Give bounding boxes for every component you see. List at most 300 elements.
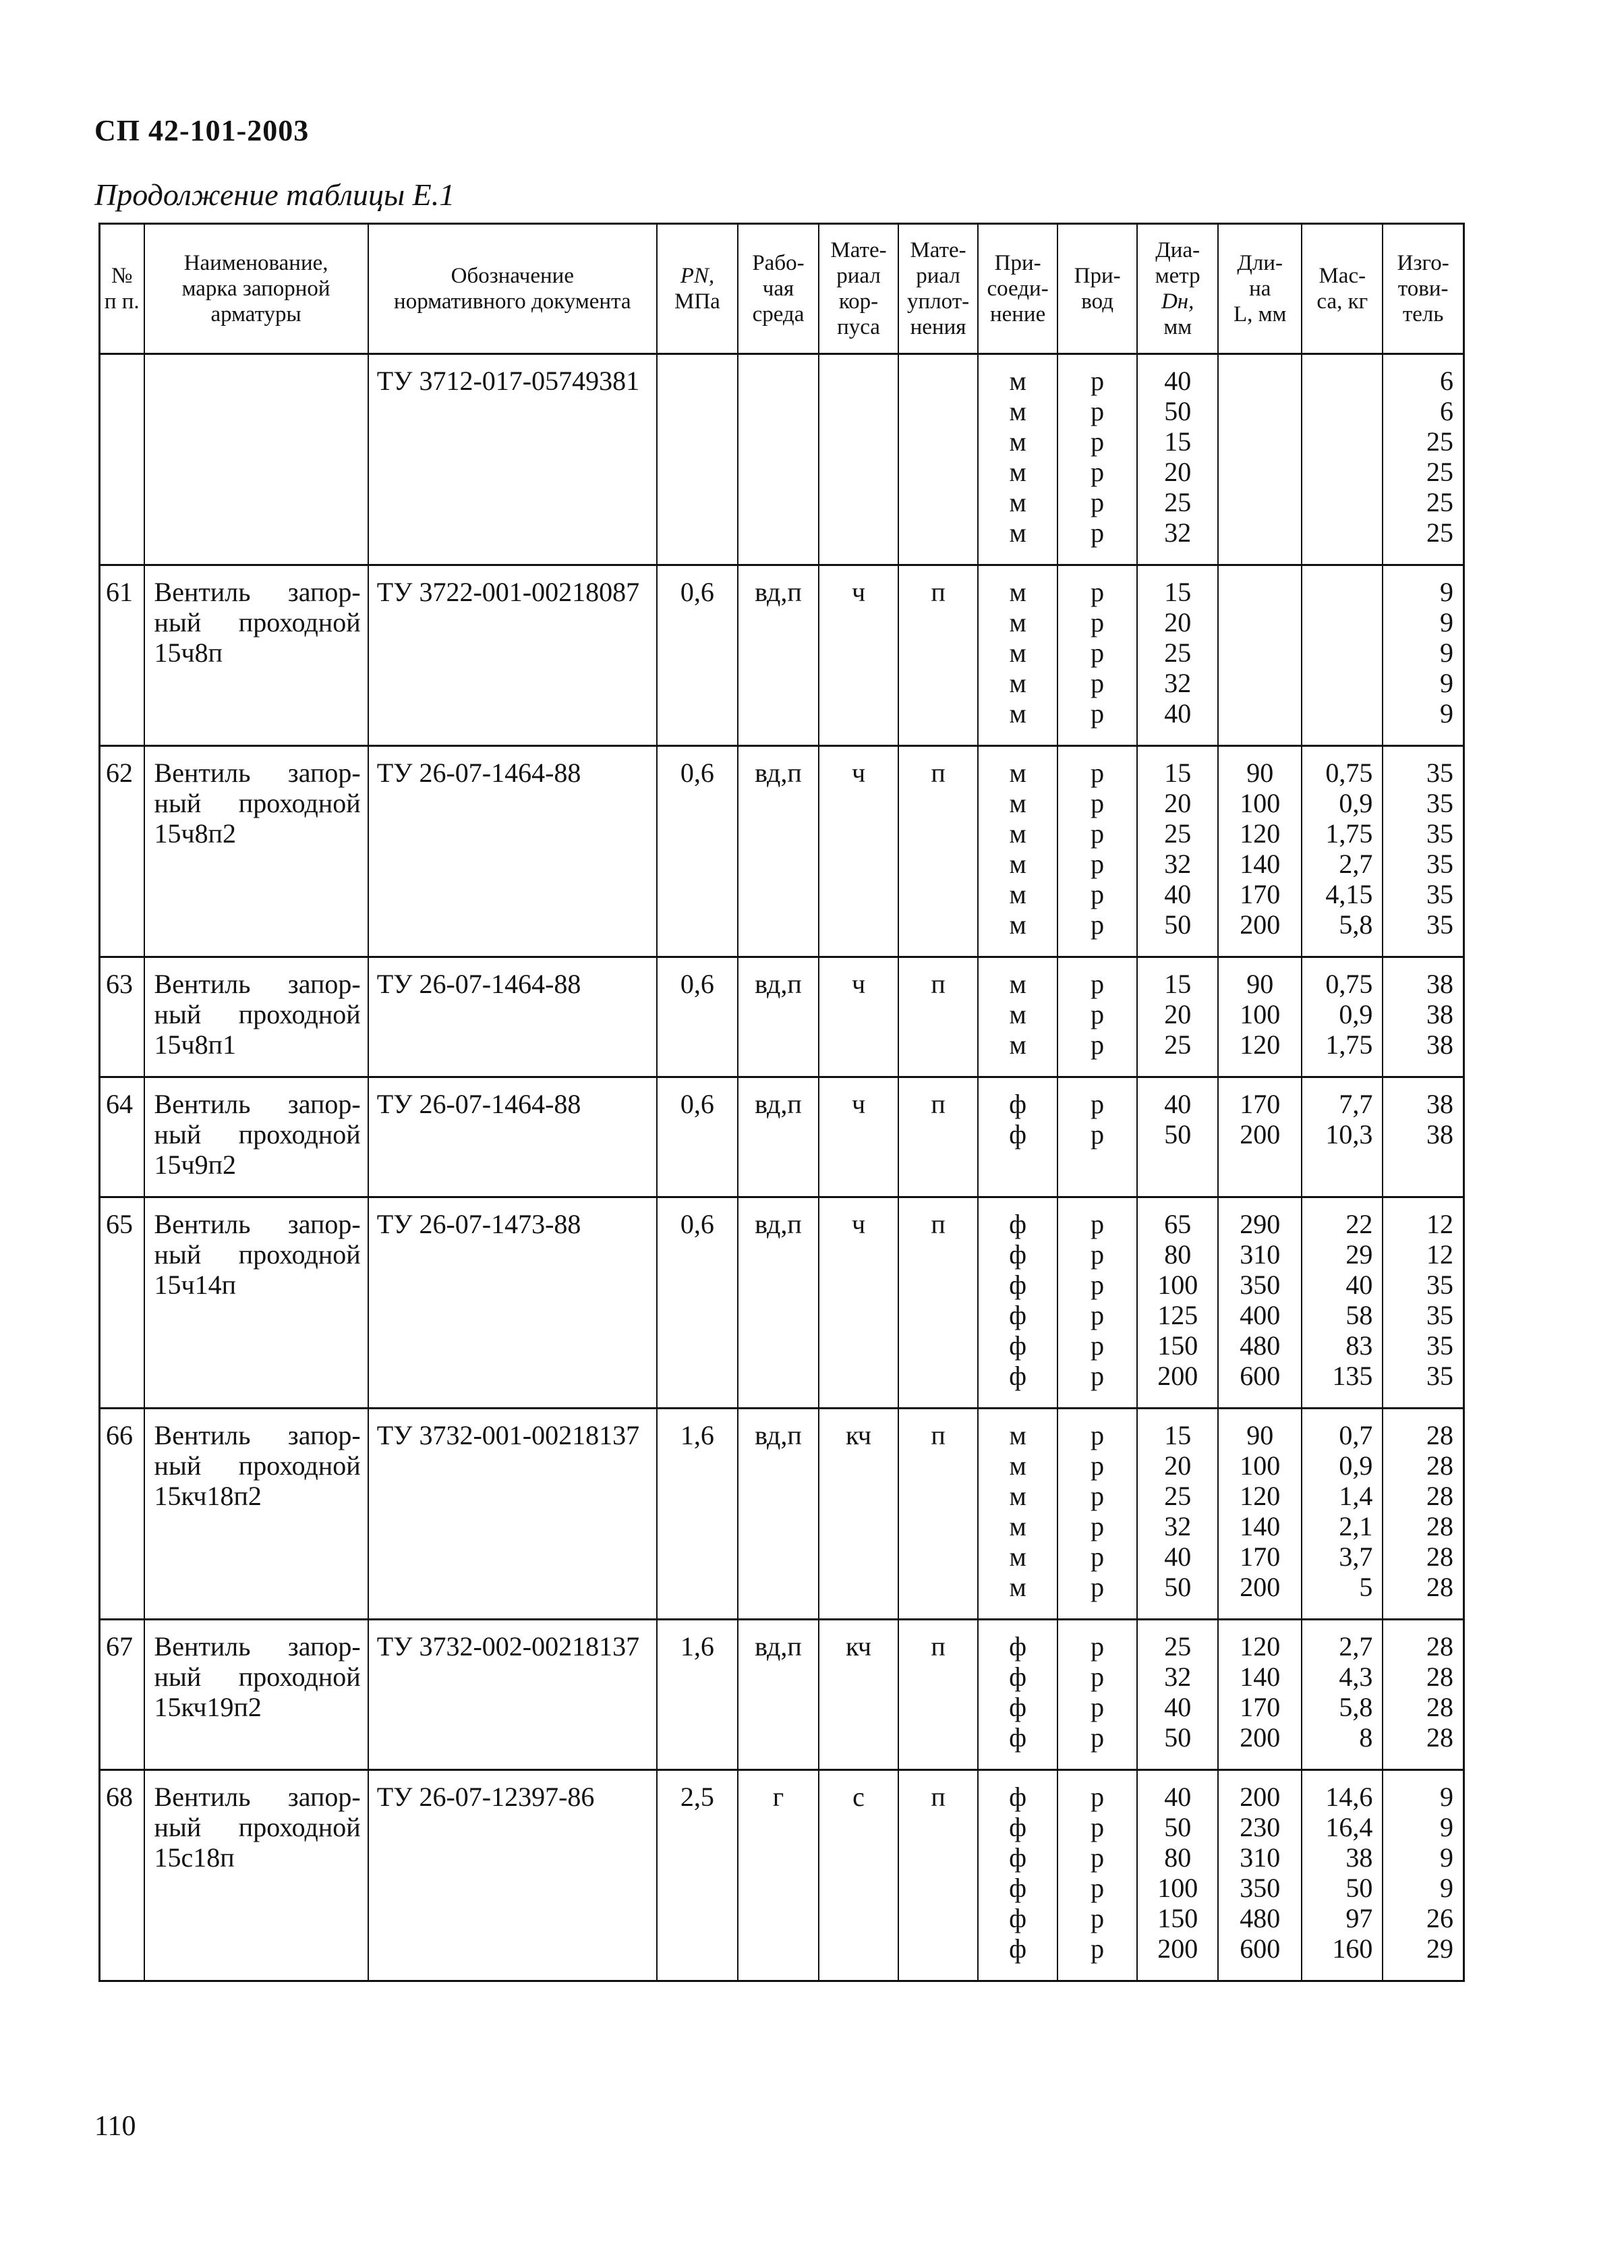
maker-value: 12	[1426, 1239, 1453, 1270]
col-header-drive-1: вод	[1081, 289, 1113, 314]
diameter-value: 20	[1164, 999, 1192, 1029]
cell-name	[144, 1409, 368, 1620]
connection-value: ф	[1009, 1842, 1027, 1873]
diameter-value: 125	[1157, 1300, 1198, 1330]
seal-material-value: п	[931, 758, 946, 788]
cell-dia	[1137, 957, 1218, 1077]
cell-doc	[368, 354, 657, 565]
connection-value: ф	[1009, 1119, 1027, 1150]
mass-value: 1,75	[1325, 1029, 1373, 1060]
cell-len	[1218, 1197, 1302, 1409]
diameter-value: 150	[1157, 1903, 1198, 1933]
cell-num	[100, 565, 144, 746]
cell-maker	[1383, 1770, 1463, 1981]
col-header-len-1: на	[1249, 277, 1271, 301]
length-value: 120	[1240, 1631, 1281, 1662]
cell-name	[144, 746, 368, 957]
maker-value: 12	[1426, 1209, 1453, 1239]
drive-value: р	[1091, 1119, 1105, 1150]
body-material-value: ч	[851, 1209, 866, 1239]
cell-medium	[738, 1770, 819, 1981]
diameter-value: 80	[1164, 1239, 1192, 1270]
maker-value: 38	[1426, 1119, 1453, 1150]
cell-seal	[898, 1620, 978, 1770]
connection-value: ф	[1009, 1782, 1027, 1812]
connection-value: м	[1009, 1450, 1026, 1481]
maker-value: 9	[1440, 1873, 1453, 1903]
cell-drive	[1057, 1197, 1137, 1409]
row-number: 66	[106, 1420, 133, 1450]
connection-value: м	[1009, 457, 1026, 487]
mass-value: 2,7	[1339, 1631, 1373, 1662]
maker-value: 38	[1426, 999, 1453, 1029]
length-value: 200	[1240, 1119, 1281, 1150]
length-value: 120	[1240, 818, 1281, 849]
col-header-medium-1: чая	[762, 277, 794, 301]
length-value: 170	[1240, 1541, 1281, 1572]
mass-value: 1,4	[1339, 1481, 1373, 1511]
col-header-body-material	[819, 224, 898, 354]
maker-value: 35	[1426, 758, 1453, 788]
maker-value: 9	[1440, 577, 1453, 607]
normative-doc: ТУ 3732-002-00218137	[376, 1631, 640, 1662]
mass-value: 83	[1345, 1330, 1373, 1361]
body-material-value: кч	[846, 1420, 871, 1450]
diameter-value: 40	[1164, 1692, 1192, 1722]
col-header-body-1: риал	[836, 264, 881, 288]
connection-value: ф	[1009, 1933, 1027, 1964]
diameter-value: 200	[1157, 1361, 1198, 1391]
diameter-value: 25	[1164, 487, 1192, 517]
medium-value: вд,п	[755, 577, 802, 607]
length-value: 230	[1240, 1812, 1281, 1842]
drive-value: р	[1091, 1511, 1105, 1541]
drive-value: р	[1091, 1330, 1105, 1361]
drive-value: р	[1091, 969, 1105, 999]
mass-value: 10,3	[1325, 1119, 1373, 1150]
cell-conn	[978, 957, 1057, 1077]
cell-conn	[978, 354, 1057, 565]
length-value: 600	[1240, 1933, 1281, 1964]
length-value: 200	[1240, 1722, 1281, 1753]
diameter-value: 32	[1164, 668, 1192, 698]
cell-medium	[738, 746, 819, 957]
cell-drive	[1057, 1620, 1137, 1770]
pressure-value: 1,6	[680, 1631, 714, 1662]
valve-name-line: Вентиль запор-	[154, 1782, 361, 1812]
maker-value: 28	[1426, 1420, 1453, 1450]
valve-name-line: 15ч14п	[154, 1270, 237, 1300]
body-material-value: ч	[851, 969, 866, 999]
row-number: 65	[106, 1209, 133, 1239]
cell-doc	[368, 1077, 657, 1197]
valve-name-line: 15кч18п2	[154, 1481, 262, 1511]
cell-body	[819, 746, 898, 957]
table-caption: Продолжение таблицы Е.1	[94, 177, 455, 212]
col-header-seal-1: риал	[916, 264, 960, 288]
cell-maker	[1383, 1197, 1463, 1409]
mass-value: 160	[1332, 1933, 1373, 1964]
seal-material-value: п	[931, 1782, 946, 1812]
col-header-num	[100, 224, 144, 354]
length-value: 100	[1240, 999, 1281, 1029]
length-value: 140	[1240, 1511, 1281, 1541]
maker-value: 9	[1440, 698, 1453, 729]
length-value: 90	[1246, 758, 1274, 788]
seal-material-value: п	[931, 1089, 946, 1119]
valve-name-line: 15ч8п2	[154, 818, 237, 849]
diameter-value: 25	[1164, 1631, 1192, 1662]
drive-value: р	[1091, 637, 1105, 668]
diameter-value: 25	[1164, 1029, 1192, 1060]
col-header-pressure-1: МПа	[674, 289, 720, 314]
drive-value: р	[1091, 517, 1105, 548]
mass-value: 5,8	[1339, 1692, 1373, 1722]
maker-value: 35	[1426, 818, 1453, 849]
row-number: 61	[106, 577, 133, 607]
drive-value: р	[1091, 426, 1105, 457]
diameter-value: 32	[1164, 1662, 1192, 1692]
col-header-pressure-0: PN,	[680, 264, 715, 288]
cell-maker	[1383, 565, 1463, 746]
mass-value: 0,9	[1339, 788, 1373, 818]
valve-name-line: ный проходной	[154, 1812, 361, 1842]
cell-drive	[1057, 1409, 1137, 1620]
cell-medium	[738, 565, 819, 746]
page-number: 110	[94, 2111, 136, 2142]
mass-value: 40	[1345, 1270, 1373, 1300]
seal-material-value: п	[931, 969, 946, 999]
cell-num	[100, 354, 144, 565]
length-value: 200	[1240, 909, 1281, 940]
connection-value: ф	[1009, 1209, 1027, 1239]
mass-value: 4,15	[1325, 879, 1373, 909]
col-header-mass	[1302, 224, 1383, 354]
drive-value: р	[1091, 788, 1105, 818]
header-row	[100, 224, 1464, 354]
body-material-value: ч	[851, 758, 866, 788]
maker-value: 9	[1440, 637, 1453, 668]
connection-value: ф	[1009, 1873, 1027, 1903]
maker-value: 28	[1426, 1450, 1453, 1481]
maker-value: 9	[1440, 1842, 1453, 1873]
col-header-len-0: Дли-	[1237, 251, 1283, 275]
maker-value: 6	[1440, 366, 1453, 396]
maker-value: 9	[1440, 1812, 1453, 1842]
cell-maker	[1383, 1620, 1463, 1770]
normative-doc: ТУ 26-07-1464-88	[376, 969, 581, 999]
col-header-doc-0: Обозначение	[451, 264, 574, 288]
cell-drive	[1057, 957, 1137, 1077]
col-header-name	[144, 224, 368, 354]
col-header-seal-0: Мате-	[910, 238, 966, 262]
valve-name-line: Вентиль запор-	[154, 1420, 361, 1450]
drive-value: р	[1091, 1631, 1105, 1662]
maker-value: 35	[1426, 1361, 1453, 1391]
drive-value: р	[1091, 1873, 1105, 1903]
connection-value: м	[1009, 577, 1026, 607]
connection-value: м	[1009, 668, 1026, 698]
cell-conn	[978, 1077, 1057, 1197]
col-header-num-0: №	[111, 264, 133, 288]
connection-value: ф	[1009, 1662, 1027, 1692]
cell-maker	[1383, 354, 1463, 565]
valve-name-line: ный проходной	[154, 999, 361, 1029]
mass-value: 0,9	[1339, 999, 1373, 1029]
length-value: 310	[1240, 1842, 1281, 1873]
connection-value: м	[1009, 1572, 1026, 1602]
cell-mass	[1302, 1077, 1383, 1197]
valve-name-line: 15ч8п1	[154, 1029, 237, 1060]
cell-seal	[898, 1077, 978, 1197]
cell-body	[819, 1077, 898, 1197]
diameter-value: 50	[1164, 909, 1192, 940]
diameter-value: 15	[1164, 1420, 1192, 1450]
mass-value: 58	[1345, 1300, 1373, 1330]
diameter-value: 25	[1164, 637, 1192, 668]
col-header-dia-2: Dн,	[1161, 289, 1194, 314]
diameter-value: 50	[1164, 1119, 1192, 1150]
connection-value: м	[1009, 879, 1026, 909]
mass-value: 8	[1359, 1722, 1373, 1753]
col-header-body-3: пуса	[837, 315, 880, 339]
valve-name-line: 15с18п	[154, 1842, 235, 1873]
connection-value: м	[1009, 426, 1026, 457]
cell-num	[100, 746, 144, 957]
col-header-conn-1: соеди-	[987, 277, 1049, 301]
valve-name-line: ный проходной	[154, 607, 361, 637]
cell-num	[100, 1077, 144, 1197]
drive-value: р	[1091, 668, 1105, 698]
maker-value: 9	[1440, 1782, 1453, 1812]
table-row	[100, 957, 1464, 1077]
diameter-value: 40	[1164, 1782, 1192, 1812]
cell-maker	[1383, 746, 1463, 957]
length-value: 100	[1240, 1450, 1281, 1481]
cell-conn	[978, 1409, 1057, 1620]
drive-value: р	[1091, 1782, 1105, 1812]
diameter-value: 20	[1164, 788, 1192, 818]
drive-value: р	[1091, 1933, 1105, 1964]
cell-drive	[1057, 1077, 1137, 1197]
drive-value: р	[1091, 1209, 1105, 1239]
drive-value: р	[1091, 909, 1105, 940]
cell-dia	[1137, 1409, 1218, 1620]
connection-value: м	[1009, 788, 1026, 818]
cell-len	[1218, 354, 1302, 565]
maker-value: 38	[1426, 1089, 1453, 1119]
normative-doc: ТУ 3732-001-00218137	[376, 1420, 640, 1450]
diameter-value: 40	[1164, 1541, 1192, 1572]
table-body	[100, 354, 1464, 1981]
drive-value: р	[1091, 577, 1105, 607]
row-number: 63	[106, 969, 133, 999]
cell-pressure	[657, 957, 738, 1077]
col-header-drive-0: При-	[1074, 264, 1121, 288]
mass-value: 2,1	[1339, 1511, 1373, 1541]
table-row	[100, 1197, 1464, 1409]
col-header-name-2: арматуры	[210, 302, 301, 327]
valve-name-line: 15ч9п2	[154, 1150, 237, 1180]
drive-value: р	[1091, 1572, 1105, 1602]
drive-value: р	[1091, 1812, 1105, 1842]
cell-num	[100, 957, 144, 1077]
connection-value: м	[1009, 607, 1026, 637]
cell-pressure	[657, 1197, 738, 1409]
drive-value: р	[1091, 396, 1105, 426]
diameter-value: 25	[1164, 818, 1192, 849]
maker-value: 28	[1426, 1511, 1453, 1541]
diameter-value: 32	[1164, 1511, 1192, 1541]
cell-seal	[898, 1197, 978, 1409]
cell-mass	[1302, 354, 1383, 565]
col-header-conn-2: нение	[989, 302, 1046, 327]
valve-name-line: Вентиль запор-	[154, 577, 361, 607]
table-row	[100, 1409, 1464, 1620]
drive-value: р	[1091, 1270, 1105, 1300]
normative-doc: ТУ 26-07-12397-86	[376, 1782, 595, 1812]
mass-value: 135	[1332, 1361, 1373, 1391]
cell-len	[1218, 1077, 1302, 1197]
connection-value: м	[1009, 1029, 1026, 1060]
connection-value: м	[1009, 1541, 1026, 1572]
diameter-value: 32	[1164, 849, 1192, 879]
col-header-dia-0: Диа-	[1155, 238, 1200, 262]
cell-medium	[738, 1197, 819, 1409]
cell-len	[1218, 1770, 1302, 1981]
length-value: 170	[1240, 1089, 1281, 1119]
col-header-mass-0: Мас-	[1318, 264, 1366, 288]
diameter-value: 20	[1164, 457, 1192, 487]
medium-value: вд,п	[755, 969, 802, 999]
valve-spec-table	[98, 223, 1465, 1982]
valve-name-line: ный проходной	[154, 1119, 361, 1150]
valve-name-line: ный проходной	[154, 1450, 361, 1481]
maker-value: 35	[1426, 1330, 1453, 1361]
document-code: СП 42-101-2003	[94, 114, 310, 147]
cell-dia	[1137, 354, 1218, 565]
body-material-value: ч	[851, 577, 866, 607]
length-value: 600	[1240, 1361, 1281, 1391]
pressure-value: 0,6	[680, 1209, 714, 1239]
mass-value: 97	[1345, 1903, 1373, 1933]
length-value: 90	[1246, 969, 1274, 999]
maker-value: 35	[1426, 1270, 1453, 1300]
col-header-maker-0: Изго-	[1397, 251, 1449, 275]
length-value: 200	[1240, 1572, 1281, 1602]
length-value: 120	[1240, 1029, 1281, 1060]
mass-value: 4,3	[1339, 1662, 1373, 1692]
cell-name	[144, 957, 368, 1077]
row-number: 64	[106, 1089, 133, 1119]
cell-seal	[898, 565, 978, 746]
cell-doc	[368, 957, 657, 1077]
valve-name-line: ный проходной	[154, 1239, 361, 1270]
col-header-len-2: L, мм	[1234, 302, 1287, 327]
connection-value: ф	[1009, 1692, 1027, 1722]
mass-value: 1,75	[1325, 818, 1373, 849]
cell-body	[819, 354, 898, 565]
maker-value: 25	[1426, 457, 1453, 487]
cell-pressure	[657, 1409, 738, 1620]
cell-seal	[898, 1770, 978, 1981]
cell-len	[1218, 957, 1302, 1077]
mass-value: 29	[1345, 1239, 1373, 1270]
diameter-value: 15	[1164, 426, 1192, 457]
drive-value: р	[1091, 1239, 1105, 1270]
maker-value: 28	[1426, 1481, 1453, 1511]
cell-doc	[368, 1770, 657, 1981]
body-material-value: с	[852, 1782, 865, 1812]
medium-value: вд,п	[755, 1209, 802, 1239]
col-header-pressure	[657, 224, 738, 354]
diameter-value: 25	[1164, 1481, 1192, 1511]
maker-value: 28	[1426, 1541, 1453, 1572]
cell-body	[819, 1770, 898, 1981]
drive-value: р	[1091, 849, 1105, 879]
cell-doc	[368, 1409, 657, 1620]
length-value: 310	[1240, 1239, 1281, 1270]
cell-doc	[368, 1197, 657, 1409]
maker-value: 6	[1440, 396, 1453, 426]
connection-value: ф	[1009, 1812, 1027, 1842]
connection-value: ф	[1009, 1330, 1027, 1361]
col-header-seal-material	[898, 224, 978, 354]
drive-value: р	[1091, 698, 1105, 729]
maker-value: 28	[1426, 1631, 1453, 1662]
maker-value: 35	[1426, 909, 1453, 940]
cell-pressure	[657, 354, 738, 565]
cell-conn	[978, 565, 1057, 746]
connection-value: м	[1009, 758, 1026, 788]
cell-dia	[1137, 1620, 1218, 1770]
connection-value: м	[1009, 849, 1026, 879]
valve-name-line: Вентиль запор-	[154, 969, 361, 999]
cell-maker	[1383, 1077, 1463, 1197]
diameter-value: 100	[1157, 1873, 1198, 1903]
cell-drive	[1057, 1770, 1137, 1981]
cell-len	[1218, 565, 1302, 746]
cell-name	[144, 1770, 368, 1981]
drive-value: р	[1091, 1722, 1105, 1753]
mass-value: 16,4	[1325, 1812, 1373, 1842]
cell-conn	[978, 746, 1057, 957]
cell-name	[144, 565, 368, 746]
length-value: 100	[1240, 788, 1281, 818]
drive-value: р	[1091, 1662, 1105, 1692]
mass-value: 38	[1345, 1842, 1373, 1873]
drive-value: р	[1091, 1450, 1105, 1481]
pressure-value: 0,6	[680, 969, 714, 999]
maker-value: 9	[1440, 607, 1453, 637]
drive-value: р	[1091, 457, 1105, 487]
drive-value: р	[1091, 1089, 1105, 1119]
table-row	[100, 746, 1464, 957]
cell-num	[100, 1409, 144, 1620]
cell-mass	[1302, 746, 1383, 957]
cell-mass	[1302, 1197, 1383, 1409]
drive-value: р	[1091, 366, 1105, 396]
row-number: 68	[106, 1782, 133, 1812]
cell-medium	[738, 354, 819, 565]
col-header-maker-2: тель	[1402, 302, 1444, 327]
table-row	[100, 1077, 1464, 1197]
diameter-value: 15	[1164, 969, 1192, 999]
mass-value: 0,7	[1339, 1420, 1373, 1450]
mass-value: 7,7	[1339, 1089, 1373, 1119]
maker-value: 9	[1440, 668, 1453, 698]
cell-medium	[738, 1077, 819, 1197]
